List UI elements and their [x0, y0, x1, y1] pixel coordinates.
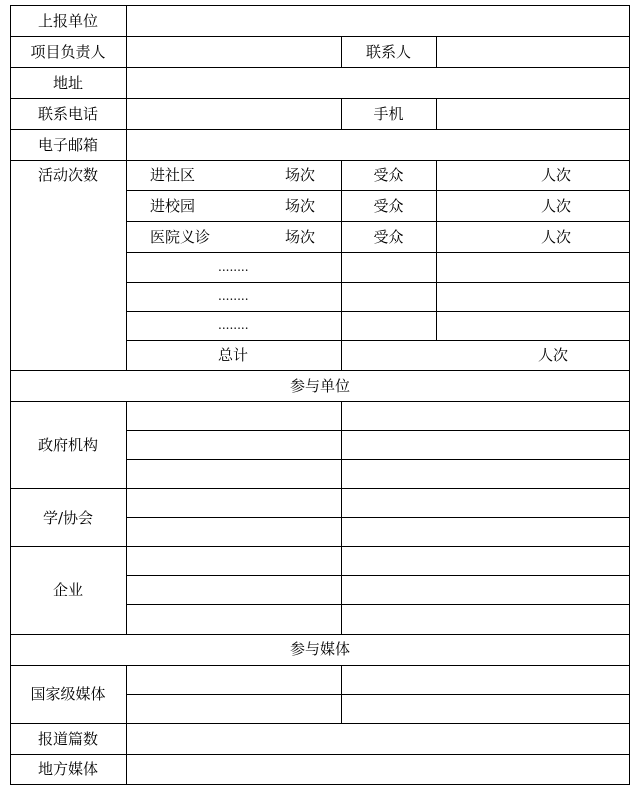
rule	[10, 784, 630, 785]
participant-group-government: 政府机构	[37, 436, 98, 454]
rule	[126, 430, 630, 431]
total-unit: 人次	[538, 346, 569, 364]
rule	[10, 723, 630, 724]
rule	[126, 190, 630, 191]
rule	[10, 129, 630, 130]
people-unit: 人次	[541, 197, 572, 215]
activity-name: 进社区	[150, 166, 196, 184]
phone-label: 联系电话	[37, 105, 98, 123]
rule	[126, 665, 127, 784]
rule	[126, 311, 630, 312]
report-count-label: 报道篇数	[37, 730, 98, 748]
rule	[10, 488, 630, 489]
rule	[126, 5, 127, 370]
rule	[126, 575, 630, 576]
audience-label: 受众	[373, 166, 404, 184]
sessions-unit: 场次	[285, 228, 316, 246]
rule	[10, 67, 630, 68]
participant-group-association: 学/协会	[42, 509, 94, 527]
rule	[436, 98, 437, 129]
rule	[126, 459, 630, 460]
ellipsis-placeholder: ........	[218, 260, 249, 274]
rule	[126, 401, 127, 634]
participant-group-enterprise: 企业	[52, 581, 83, 599]
participating-media-header: 参与媒体	[289, 640, 350, 658]
rule	[126, 694, 630, 695]
rule	[10, 370, 630, 371]
rule	[126, 517, 630, 518]
people-unit: 人次	[541, 228, 572, 246]
ellipsis-placeholder: ........	[218, 318, 249, 332]
national-media-label: 国家级媒体	[30, 685, 106, 703]
project-lead-label: 项目负责人	[30, 43, 106, 61]
rule	[10, 546, 630, 547]
rule	[126, 340, 630, 341]
ellipsis-placeholder: ........	[218, 289, 249, 303]
address-label: 地址	[52, 74, 83, 92]
rule	[341, 665, 342, 723]
mobile-label: 手机	[373, 105, 404, 123]
rule	[126, 252, 630, 253]
reporting-unit-label: 上报单位	[37, 12, 98, 30]
rule	[10, 98, 630, 99]
rule	[10, 160, 630, 161]
activity-name: 医院义诊	[150, 228, 211, 246]
rule	[10, 5, 630, 6]
activity-count-label: 活动次数	[37, 166, 98, 184]
activity-name: 进校园	[150, 197, 196, 215]
people-unit: 人次	[541, 166, 572, 184]
audience-label: 受众	[373, 228, 404, 246]
rule	[10, 36, 630, 37]
rule	[341, 160, 342, 370]
rule	[10, 754, 630, 755]
rule	[10, 634, 630, 635]
contact-person-label: 联系人	[365, 43, 411, 61]
sessions-unit: 场次	[285, 197, 316, 215]
rule	[126, 282, 630, 283]
total-label: 总计	[218, 346, 249, 364]
email-label: 电子邮箱	[37, 136, 98, 154]
rule	[341, 401, 342, 634]
rule	[126, 221, 630, 222]
rule	[629, 5, 630, 785]
rule	[436, 36, 437, 67]
local-media-label: 地方媒体	[37, 760, 98, 778]
rule	[10, 401, 630, 402]
audience-label: 受众	[373, 197, 404, 215]
sessions-unit: 场次	[285, 166, 316, 184]
rule	[10, 665, 630, 666]
rule	[126, 604, 630, 605]
rule	[436, 160, 437, 340]
participating-units-header: 参与单位	[289, 377, 350, 395]
